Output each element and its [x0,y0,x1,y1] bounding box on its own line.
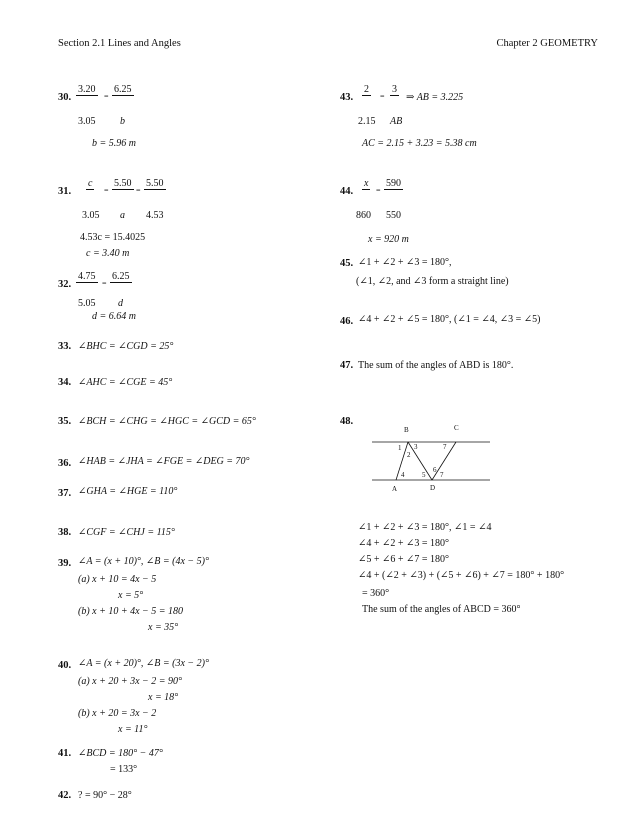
p48-line-5: = 360° [362,588,390,599]
p32-f2-numerator: 6.25 [112,271,130,282]
problem-number-39: 39. [58,558,72,569]
problem-number-47: 47. [340,360,354,371]
p48-line-4: ∠4 + (∠2 + ∠3) + (∠5 + ∠6) + ∠7 = 180° + 180° [358,570,565,581]
p32-f1-numerator: 4.75 [78,271,96,282]
problem-number-45: 45. [340,258,354,269]
p31-f3-denominator: 4.53 [146,210,164,221]
p31-f3-numerator: 5.50 [146,178,164,189]
label-angle-6: 6 [433,466,437,474]
p36-text: ∠HAB = ∠JHA = ∠FGE = ∠DEG = 70° [78,456,250,467]
label-angle-5: 5 [422,471,426,479]
p40-b-line-2: x = 11° [118,724,148,735]
p43-f2-denominator: AB [390,116,403,127]
problem-number-36: 36. [58,458,72,469]
problem-number-32: 32. [58,279,72,290]
p31-fraction-1 [86,178,94,190]
segment-BD [408,442,432,480]
p48-line-3: ∠5 + ∠6 + ∠7 = 180° [358,554,450,565]
p43-fraction-2 [390,84,399,96]
p40-a-line-1: (a) x + 20 + 3x − 2 = 90° [78,676,183,687]
p42-text: ? = 90° − 28° [78,790,132,801]
problem-number-38: 38. [58,527,72,538]
label-D: D [430,484,436,492]
problem-number-35: 35. [58,416,72,427]
p43-implication: ⇒ AB = 3.225 [406,92,464,103]
label-angle-2: 2 [407,451,411,459]
p44-result: x = 920 m [368,234,409,245]
p48-line-6: The sum of the angles of ABCD = 360° [362,604,521,615]
p31-line-2: c = 3.40 m [86,248,130,259]
p32-f2-denominator: d [118,298,123,309]
p35-text: ∠BCH = ∠CHG = ∠HGC = ∠GCD = 65° [78,416,256,427]
p44-fraction-1 [362,178,370,190]
p44-f1-numerator: x [364,178,369,189]
problem-number-37: 37. [58,488,72,499]
p39-a-line-2: x = 5° [118,590,144,601]
p44-f2-numerator: 590 [386,178,401,189]
p39-a-line-1: (a) x + 10 = 4x − 5 [78,574,157,585]
label-angle-7-top: 7 [443,443,447,451]
label-angle-3: 3 [414,443,418,451]
quadrilateral-diagram [372,420,490,492]
p31-equals-1: = [104,186,109,195]
p44-f2-denominator: 550 [386,210,401,221]
p43-f1-numerator: 2 [364,84,369,95]
p30-fraction-2 [112,84,134,96]
p31-f1-numerator: c [88,178,93,189]
p32-result: d = 6.64 m [92,311,136,322]
p31-f2-numerator: 5.50 [114,178,132,189]
label-angle-7-bottom: 7 [440,471,444,479]
p32-fraction-1 [76,271,98,283]
p30-f1-denominator: 3.05 [78,116,96,127]
p48-line-2: ∠4 + ∠2 + ∠3 = 180° [358,538,450,549]
problem-number-30: 30. [58,92,72,103]
problem-number-44: 44. [340,186,354,197]
label-B: B [404,426,409,434]
p32-f1-denominator: 5.05 [78,298,96,309]
p31-equals-2: = [136,186,141,195]
label-angle-4: 4 [401,471,405,479]
p30-equals: = [104,92,109,101]
p39-given: ∠A = (x + 10)°, ∠B = (4x − 5)° [78,556,209,567]
p30-f2-denominator: b [120,116,125,127]
p32-fraction-2 [110,271,132,283]
p44-equals: = [376,186,381,195]
problem-number-34: 34. [58,377,72,388]
header-section-title: Section 2.1 Lines and Angles [58,38,181,49]
p41-line-1: ∠BCD = 180° − 47° [78,748,163,759]
problem-number-48: 48. [340,416,354,427]
p39-b-line-2: x = 35° [148,622,179,633]
p34-text: ∠AHC = ∠CGE = 45° [78,377,173,388]
p40-b-line-1: (b) x + 20 = 3x − 2 [78,708,157,719]
p48-line-1: ∠1 + ∠2 + ∠3 = 180°, ∠1 = ∠4 [358,522,492,533]
label-C: C [454,424,459,432]
problem-number-31: 31. [58,186,72,197]
p30-fraction-1 [76,84,98,96]
problem-number-40: 40. [58,660,72,671]
p47-text: The sum of the angles of ABD is 180°. [358,360,514,371]
p31-f2-denominator: a [120,210,125,221]
p30-result: b = 5.96 m [92,138,136,149]
p33-text: ∠BHC = ∠CGD = 25° [78,341,174,352]
p32-equals: = [102,279,107,288]
p31-fraction-2 [112,178,134,190]
problem-number-33: 33. [58,341,72,352]
p40-given: ∠A = (x + 20)°, ∠B = (3x − 2)° [78,658,209,669]
p37-text: ∠GHA = ∠HGE = 110° [78,486,178,497]
p39-b-line-1: (b) x + 10 + 4x − 5 = 180 [78,606,184,617]
p31-fraction-3 [144,178,166,190]
p43-fraction-1 [362,84,371,96]
p43-equals: = [380,92,385,101]
p46-text: ∠4 + ∠2 + ∠5 = 180°, (∠1 = ∠4, ∠3 = ∠5) [358,314,541,325]
problem-number-42: 42. [58,790,72,801]
p45-line-1: ∠1 + ∠2 + ∠3 = 180°, [358,257,452,268]
quadrilateral-diagram-svg [372,420,490,492]
problem-number-43: 43. [340,92,354,103]
problem-number-41: 41. [58,748,72,759]
p41-line-2: = 133° [110,764,138,775]
p38-text: ∠CGF = ∠CHJ = 115° [78,527,175,538]
p43-line-2: AC = 2.15 + 3.23 = 5.38 cm [362,138,477,149]
label-A: A [392,485,398,493]
problem-number-46: 46. [340,316,354,327]
label-angle-1: 1 [398,444,402,452]
p45-line-2: (∠1, ∠2, and ∠3 form a straight line) [356,276,509,287]
p43-f2-numerator: 3 [392,84,397,95]
p44-fraction-2 [384,178,403,190]
p31-f1-denominator: 3.05 [82,210,100,221]
p43-f1-denominator: 2.15 [358,116,376,127]
header-chapter-title: Chapter 2 GEOMETRY [496,38,598,49]
p40-a-line-2: x = 18° [148,692,179,703]
p31-line-1: 4.53c = 15.4025 [80,232,146,243]
p30-f1-numerator: 3.20 [78,84,96,95]
p44-f1-denominator: 860 [356,210,371,221]
p30-f2-numerator: 6.25 [114,84,132,95]
